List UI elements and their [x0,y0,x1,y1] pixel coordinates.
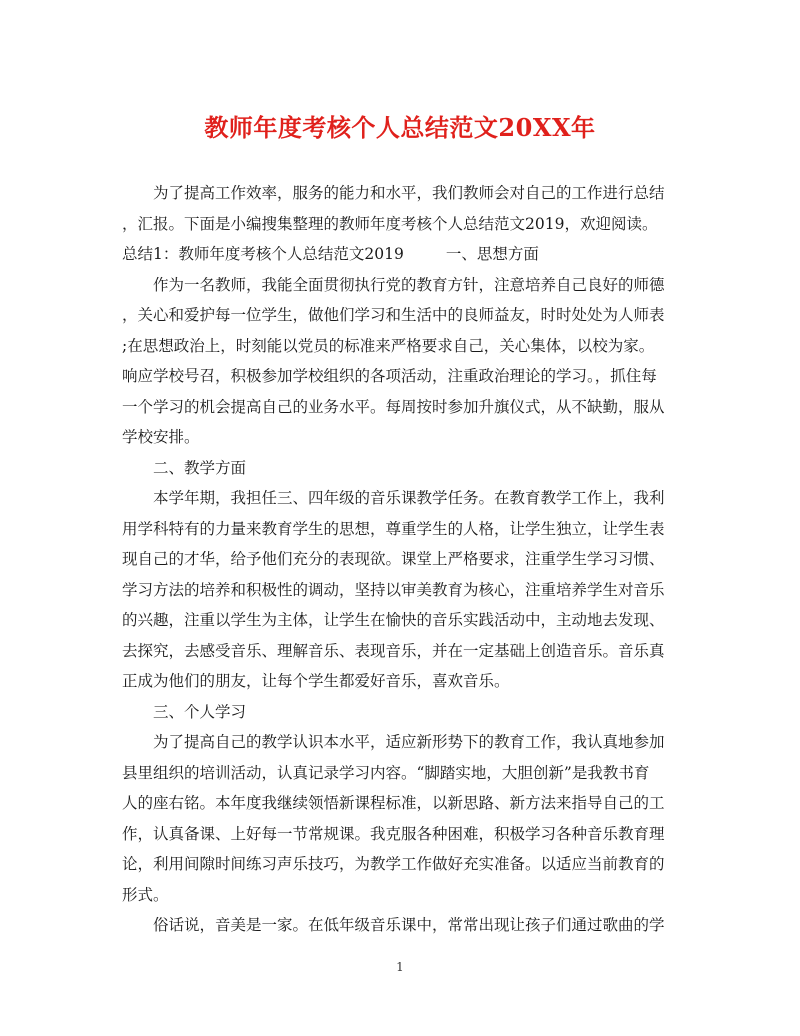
body-line-summary-heading [122,239,678,270]
section-heading-1: 一、思想方面 [445,245,539,263]
body-line: 本学年期，我担任三、四年级的音乐课教学任务。在教育教学工作上，我利 [153,489,665,507]
body-line: 作为一名教师，我能全面贯彻执行党的教育方针，注意培养自己良好的师德 [153,275,665,294]
body-line: 俗话说，音美是一家。在低年级音乐课中，常常出现让孩子们通过歌曲的学 [153,916,665,934]
body-line: ;在思想政治上，时刻能以党员的标准来严格要求自己，关心集体，以校为家。 [122,336,655,355]
body-line: 形式。 [122,885,169,904]
section-heading-3: 三、个人学习 [153,702,247,721]
body-line: 用学科特有的力量来教育学生的思想，尊重学生的人格，让学生独立，让学生表 [122,519,665,538]
body-line: ，汇报。下面是小编搜集整理的教师年度考核个人总结范文2019，欢迎阅读。 [122,214,658,233]
document-body [122,178,678,941]
body-line: 人的座右铭。本年度我继续领悟新课程标准，以新思路、新方法来指导自己的工 [122,794,665,812]
body-line: 作，认真备课、上好每一节常规课。我克服各种困难，积极学习各种音乐教育理 [122,824,665,843]
body-line: 响应学校号召，积极参加学校组织的各项活动，注重政治理论的学习。，抓住每 [122,367,657,385]
body-line: 为了提高自己的教学认识本水平，适应新形势下的教育工作，我认真地参加 [153,733,665,751]
body-line: ，关心和爱护每一位学生，做他们学习和生活中的良师益友，时时处处为人师表 [122,306,665,324]
body-line: 去探究，去感受音乐、理解音乐、表现音乐，并在一定基础上创造音乐。音乐真 [122,641,665,660]
summary-title: 总结1：教师年度考核个人总结范文2019 [122,245,404,263]
body-line: 为了提高工作效率，服务的能力和水平，我们教师会对自己的工作进行总结 [153,184,665,202]
section-heading-2: 二、教学方面 [153,458,247,477]
body-line: 现自己的才华，给予他们充分的表现欲。课堂上严格要求，注重学生学习习惯、 [122,550,665,568]
page-number: 1 [396,960,404,974]
body-line: 一个学习的机会提高自己的业务水平。每周按时参加升旗仪式，从不缺勤，服从 [122,397,665,416]
body-line: 的兴趣，注重以学生为主体，让学生在愉快的音乐实践活动中，主动地去发现、 [122,611,665,629]
body-line: 学校安排。 [122,428,200,446]
document-title: 教师年度考核个人总结范文20XX年 [204,113,596,142]
body-line: 学习方法的培养和积极性的调动，坚持以审美教育为核心，注重培养学生对音乐 [122,580,665,599]
body-line: 论，利用间隙时间练习声乐技巧，为教学工作做好充实准备。以适应当前教育的 [122,855,665,873]
body-line: 正成为他们的朋友，让每个学生都爱好音乐，喜欢音乐。 [122,672,510,690]
body-line: 县里组织的培训活动，认真记录学习内容。“脚踏实地，大胆创新”是我教书育 [122,763,650,782]
